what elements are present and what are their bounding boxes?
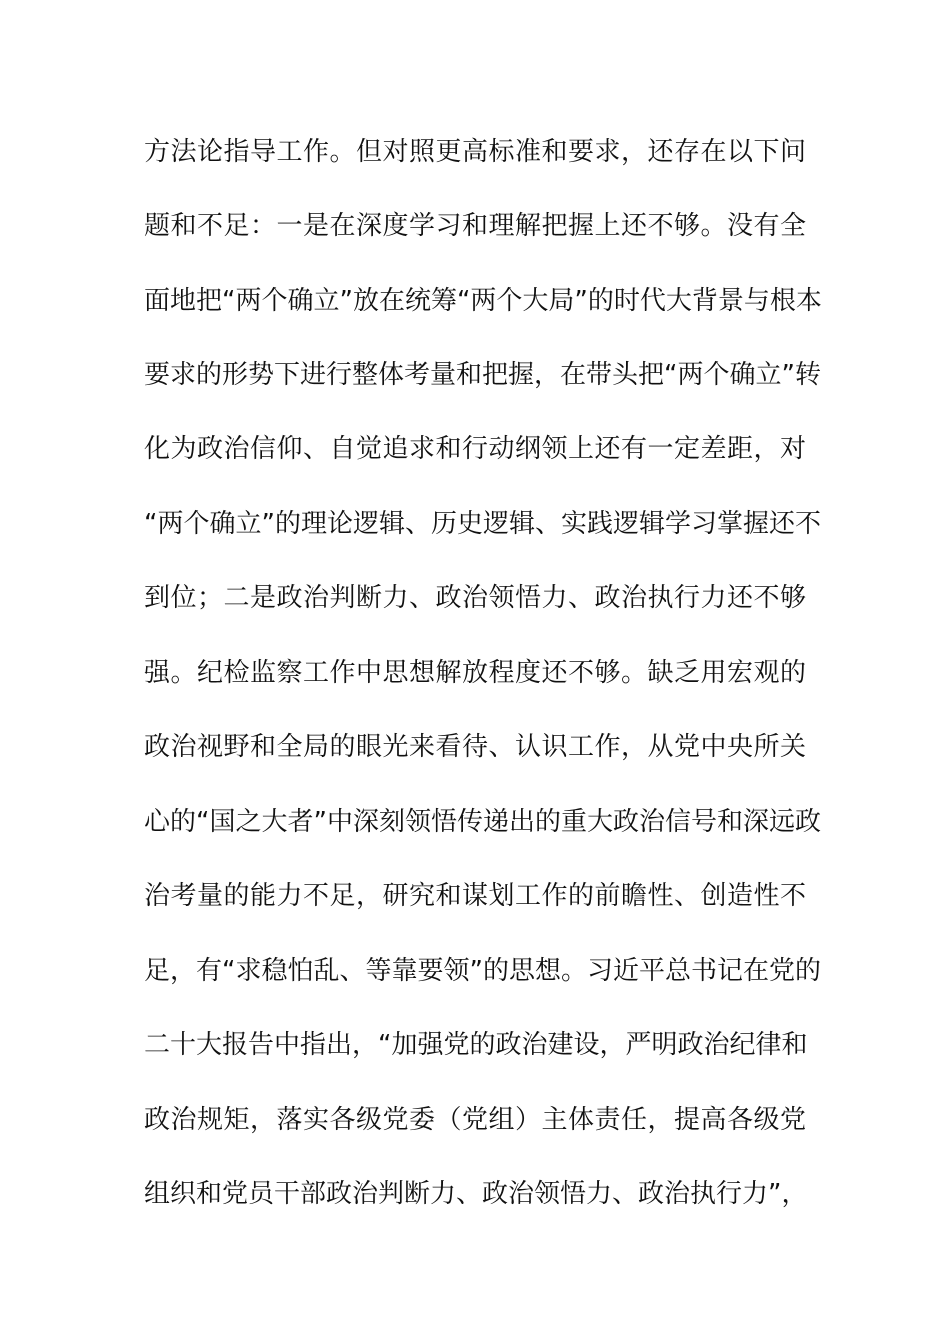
text-line-13: 二十大报告中指出，“加强党的政治建设，严明政治纪律和	[144, 1030, 808, 1060]
text-line-9: 政治视野和全局的眼光来看待、认识工作，从党中央所关	[144, 732, 806, 762]
text-line-3: 面地把“两个确立”放在统筹“两个大局”的时代大背景与根本	[144, 286, 822, 316]
text-line-7: 到位；二是政治判断力、政治领悟力、政治执行力还不够	[144, 583, 806, 613]
text-line-6: “两个确立”的理论逻辑、历史逻辑、实践逻辑学习掌握还不	[144, 509, 821, 539]
text-line-1: 方法论指导工作。但对照更高标准和要求，还存在以下问	[144, 137, 806, 167]
text-line-5: 化为政治信仰、自觉追求和行动纲领上还有一定差距，对	[144, 434, 806, 464]
text-line-2: 题和不足：一是在深度学习和理解把握上还不够。没有全	[144, 211, 806, 241]
text-line-14: 政治规矩，落实各级党委（党组）主体责任，提高各级党	[144, 1105, 806, 1135]
text-line-12: 足，有“求稳怕乱、等靠要领”的思想。习近平总书记在党的	[144, 956, 821, 986]
text-line-8: 强。纪检监察工作中思想解放程度还不够。缺乏用宏观的	[144, 658, 806, 688]
text-line-11: 治考量的能力不足，研究和谋划工作的前瞻性、创造性不	[144, 881, 806, 911]
text-line-4: 要求的形势下进行整体考量和把握，在带头把“两个确立”转	[144, 360, 821, 390]
text-line-15: 组织和党员干部政治判断力、政治领悟力、政治执行力”，	[144, 1179, 808, 1209]
text-line-10: 心的“国之大者”中深刻领悟传递出的重大政治信号和深远政	[144, 807, 821, 837]
